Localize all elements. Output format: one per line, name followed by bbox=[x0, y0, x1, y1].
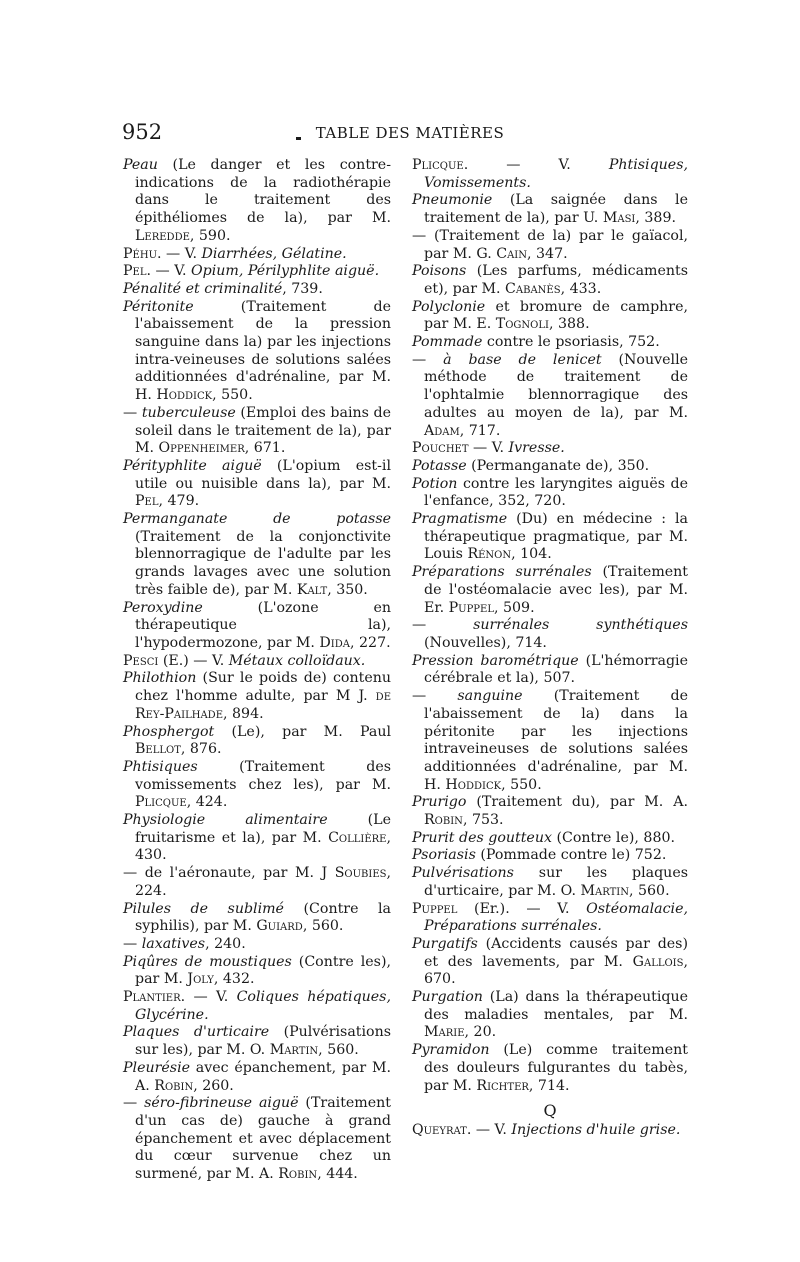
index-entry bbox=[123, 989, 391, 1024]
entry-author: Tognoli bbox=[495, 316, 549, 333]
entry-text: (Traitement d'un cas de) gauche à grand épanchement et avec déplacement du cœur survenue chez un surmené, par M. A. bbox=[135, 1095, 391, 1183]
entry-text: , 433. bbox=[560, 280, 602, 297]
entry-keyword: Potasse bbox=[412, 457, 467, 474]
entry-author: Oppenheimer bbox=[158, 440, 245, 457]
entry-text: (Traitement des vomissements chez les), par M. bbox=[135, 758, 391, 793]
index-entry bbox=[412, 228, 688, 263]
entry-keyword: séro-fibrineuse aiguë bbox=[144, 1095, 299, 1112]
entry-author: Péhu bbox=[123, 245, 157, 262]
index-entry bbox=[123, 724, 391, 759]
entry-keyword: Pénalité et criminalité bbox=[123, 280, 283, 297]
entry-text: — bbox=[123, 935, 142, 952]
entry-text: (Contre la syphilis), par M. bbox=[135, 900, 391, 935]
entry-text: , 388. bbox=[548, 316, 590, 333]
index-entry bbox=[412, 299, 688, 334]
entry-text: , 671. bbox=[244, 440, 286, 457]
entry-author: Gallois bbox=[632, 953, 684, 970]
entry-author: Joly bbox=[187, 971, 214, 988]
entry-text: (Du) en médecine : la thérapeutique pragmatique, par M. Louis bbox=[424, 511, 688, 563]
entry-keyword: Phtisiques bbox=[123, 758, 198, 775]
entry-text: , 260. bbox=[193, 1077, 234, 1094]
entry-author: Collière bbox=[328, 829, 387, 846]
entry-text: — bbox=[412, 617, 474, 634]
entry-author: Martin bbox=[580, 882, 629, 899]
entry-author: Cain bbox=[496, 245, 528, 262]
entry-author: Plantier bbox=[123, 989, 181, 1006]
entry-keyword: Permanganate de potasse bbox=[123, 511, 391, 528]
entry-text: , 479. bbox=[158, 493, 200, 510]
entry-text: (L'opium est-il utile ou nuisible dans la), par M. bbox=[135, 457, 391, 492]
entry-text: (Er.). — V. bbox=[457, 900, 587, 917]
entry-text: , 590. bbox=[189, 227, 231, 244]
entry-author: Soubies bbox=[334, 865, 387, 882]
entry-text: (Le danger et les contre-indications de la radiothérapie dans le traitement des épithéliomes de la), par M. bbox=[135, 157, 391, 227]
index-entry bbox=[123, 759, 391, 812]
entry-text: , 894. bbox=[223, 705, 264, 722]
index-entry bbox=[123, 901, 391, 936]
entry-text: , 670. bbox=[424, 953, 688, 988]
entry-text: (Pommade contre le) 752. bbox=[475, 847, 667, 864]
entry-author: Robin bbox=[278, 1166, 318, 1183]
entry-text: , 550. bbox=[501, 776, 542, 793]
entry-text: . — V. bbox=[463, 157, 609, 173]
entry-author: Puppel bbox=[448, 599, 494, 616]
index-entry bbox=[123, 299, 391, 405]
entry-text: (Nouvelle méthode de traitement de l'ophtalmie blennorragique des adultes au moyen de la), par M. bbox=[424, 351, 688, 421]
entry-author: Pel bbox=[135, 493, 159, 510]
entry-text: (Traitement de l'abaissement de la) dans la péritonite par les injections intraveineuses de solutions salées additionnées d'adrénaline, par M. H. bbox=[424, 688, 688, 793]
index-entry bbox=[123, 812, 391, 865]
entry-text: (Traitement du), par M. A. bbox=[466, 794, 688, 811]
entry-keyword: Phosphergot bbox=[123, 723, 215, 740]
entry-text: (Sur le poids de) contenu chez l'homme adulte, par M J. bbox=[135, 670, 391, 705]
entry-text: (Contre le), 880. bbox=[551, 829, 676, 846]
entry-text: , 550. bbox=[212, 387, 253, 404]
entry-text: — bbox=[123, 404, 142, 421]
entry-text: (Accidents causés par des) et des lavements, par M. bbox=[424, 935, 688, 970]
entry-author: de Rey-Pailhade bbox=[135, 688, 391, 722]
entry-keyword: laxatives bbox=[141, 935, 206, 952]
entry-keyword: Pérityphlite aiguë bbox=[123, 457, 262, 474]
entry-author: Pouchet bbox=[412, 440, 469, 457]
index-entry bbox=[412, 989, 688, 1042]
entry-text: , 739. bbox=[282, 280, 323, 297]
entry-text: , 20. bbox=[464, 1024, 497, 1041]
entry-keyword: Psoriasis bbox=[412, 847, 476, 864]
index-entry bbox=[412, 192, 688, 227]
entry-text: , 717. bbox=[459, 422, 501, 439]
entry-text: . — V. bbox=[180, 989, 237, 1006]
entry-text: , 347. bbox=[527, 245, 568, 262]
entry-keyword: Péritonite bbox=[123, 298, 194, 315]
index-entry bbox=[123, 1060, 391, 1095]
entry-text: , 753. bbox=[462, 812, 504, 829]
index-entry bbox=[123, 263, 391, 281]
index-entry bbox=[412, 847, 688, 865]
entry-text: (Pulvérisations sur les), par M. O. bbox=[135, 1024, 391, 1059]
index-entry bbox=[412, 653, 688, 688]
entry-keyword: Piqûres de moustiques bbox=[123, 953, 292, 970]
index-entry bbox=[412, 458, 688, 476]
entry-text: sur les plaques d'urticaire, par M. O. bbox=[424, 865, 688, 899]
entry-author: Adam bbox=[424, 422, 460, 439]
index-entry bbox=[123, 653, 391, 671]
entry-keyword: Phtisiques, Vomissements. bbox=[424, 157, 688, 191]
entry-keyword: Poisons bbox=[412, 263, 467, 280]
entry-author: Hoddick bbox=[156, 387, 213, 404]
entry-text: (L'ozone en thérapeutique la), l'hypodermozone, par M. bbox=[135, 599, 391, 651]
entry-text: , 389. bbox=[635, 210, 676, 227]
entry-text: , 240. bbox=[205, 935, 246, 952]
entry-text: (Le), par M. Paul bbox=[214, 723, 391, 740]
entry-text: , 560. bbox=[318, 1042, 359, 1059]
index-entries-q bbox=[412, 1122, 688, 1140]
entry-author: Hoddick bbox=[445, 776, 502, 793]
entry-text: — V. bbox=[468, 440, 509, 457]
entry-keyword: Pragmatisme bbox=[412, 511, 508, 528]
index-entry bbox=[123, 246, 391, 264]
entry-author: Robin bbox=[154, 1077, 194, 1094]
entry-text: (Permanganate de), 350. bbox=[466, 457, 650, 474]
entry-keyword: Ivresse. bbox=[508, 440, 565, 457]
entry-text: — bbox=[412, 351, 444, 368]
entry-keyword: Peroxydine bbox=[123, 599, 203, 616]
entry-text: (La) dans la thérapeutique des maladies mentales, par M. bbox=[424, 989, 688, 1023]
index-entry bbox=[123, 670, 391, 723]
entry-keyword: Pilules de sublimé bbox=[123, 900, 284, 917]
entry-author: Martin bbox=[269, 1042, 319, 1059]
index-entry bbox=[412, 865, 688, 900]
entry-keyword: à base de lenicet bbox=[443, 351, 602, 368]
index-entry bbox=[412, 352, 688, 441]
entry-text: , 432. bbox=[213, 971, 255, 988]
entry-text: . — V. bbox=[466, 1122, 512, 1139]
entry-text: , 509. bbox=[493, 599, 535, 616]
entry-text: (L'hémorragie cérébrale et la), 507. bbox=[424, 652, 688, 687]
entry-text: , 227. bbox=[350, 634, 391, 651]
entry-text: (Le fruitarisme et la), par M. bbox=[135, 812, 391, 846]
entry-keyword: Préparations surrénales bbox=[412, 564, 592, 581]
entry-author: Puppel bbox=[412, 900, 458, 917]
entry-text: (Nouvelles), 714. bbox=[424, 634, 547, 651]
entry-text: , 876. bbox=[180, 741, 222, 758]
index-entry bbox=[123, 936, 391, 954]
entry-keyword: surrénales synthétiques bbox=[473, 617, 688, 634]
entry-text: , 560. bbox=[302, 918, 344, 935]
index-entry bbox=[412, 1042, 688, 1095]
entry-author: Bellot bbox=[135, 741, 181, 758]
index-entry bbox=[412, 440, 688, 458]
entry-author: Dida bbox=[319, 634, 350, 651]
running-title: TABLE DES MATIÈRES bbox=[315, 124, 505, 142]
header-ornament bbox=[296, 137, 301, 140]
entry-keyword: Pleurésie bbox=[123, 1059, 191, 1076]
entry-keyword: sanguine bbox=[457, 688, 523, 705]
entry-text: — de l'aéronaute, par M. J bbox=[123, 865, 335, 882]
page-header bbox=[122, 120, 698, 150]
index-entries-p bbox=[412, 157, 688, 1095]
index-entry bbox=[412, 1122, 688, 1140]
entry-author: Kalt bbox=[296, 581, 328, 598]
index-entry bbox=[412, 901, 688, 936]
entry-text: — (Traitement de la) par le gaïacol, par M. G. bbox=[412, 227, 688, 262]
entry-text: , 424. bbox=[186, 794, 228, 811]
entry-author: Rénon bbox=[467, 546, 512, 563]
index-entry bbox=[412, 617, 688, 652]
index-entry bbox=[412, 830, 688, 848]
entry-keyword: Prurigo bbox=[412, 794, 467, 811]
entry-keyword: Purgation bbox=[412, 989, 483, 1006]
index-entry bbox=[412, 334, 688, 352]
entry-keyword: tuberculeuse bbox=[141, 404, 236, 421]
entry-text: (La saignée dans le traitement de la), par U. bbox=[424, 192, 688, 227]
entry-keyword: Potion bbox=[412, 475, 458, 492]
index-entry bbox=[123, 865, 391, 900]
entry-author: Pesci bbox=[123, 652, 159, 669]
index-entry bbox=[123, 511, 391, 600]
index-column-left bbox=[123, 157, 391, 1184]
index-entry bbox=[123, 281, 391, 299]
entry-keyword: Pyramidon bbox=[412, 1042, 490, 1059]
index-entry bbox=[123, 157, 391, 246]
entry-text: — bbox=[412, 688, 458, 705]
entry-author: Plicque bbox=[412, 157, 464, 173]
index-entry bbox=[412, 564, 688, 617]
index-entry bbox=[123, 954, 391, 989]
entry-text: (Traitement de l'abaissement de la pression sanguine dans la) par les injections intra-veineuses de solutions salées additionnées d'adrénaline, par M. H. bbox=[135, 298, 391, 404]
entry-author: Robin bbox=[424, 812, 463, 829]
entry-text: et bromure de camphre, par M. E. bbox=[424, 298, 688, 333]
entry-text: , 224. bbox=[135, 865, 391, 899]
entry-keyword: Ostéomalacie, Préparations surrénales. bbox=[424, 900, 688, 935]
index-entry bbox=[412, 794, 688, 829]
index-entry bbox=[123, 1024, 391, 1059]
entry-keyword: Polyclonie bbox=[412, 298, 486, 315]
entry-text: contre les laryngites aiguës de l'enfance, 352, 720. bbox=[424, 475, 688, 510]
entry-author: Masi bbox=[602, 210, 636, 227]
entry-keyword: Pression barométrique bbox=[412, 652, 579, 669]
entry-text: contre le psoriasis, 752. bbox=[482, 334, 660, 351]
index-entry bbox=[412, 157, 688, 192]
entry-text: . — V. bbox=[157, 245, 202, 262]
entry-author: Plicque bbox=[135, 794, 187, 811]
index-entry bbox=[412, 511, 688, 564]
entry-author: Guiard bbox=[256, 918, 303, 935]
entry-keyword: Physiologie alimentaire bbox=[123, 812, 328, 829]
entry-text: , 104. bbox=[511, 546, 552, 563]
entry-author: Leredde bbox=[135, 227, 190, 244]
entry-text: (Traitement de la conjonctivite blennorragique de l'adulte par les grands lavages avec une solution très faible de), par M. bbox=[135, 528, 391, 598]
entry-keyword: Diarrhées, Gélatine. bbox=[201, 245, 347, 262]
entry-keyword: Métaux colloïdaux. bbox=[228, 652, 366, 669]
index-entry bbox=[123, 458, 391, 511]
entry-author: Cabanès bbox=[505, 280, 561, 297]
entry-keyword: Opium, Périlyphlite aiguë. bbox=[191, 263, 380, 280]
entry-text: (Traitement de l'ostéomalacie avec les), par M. Er. bbox=[424, 564, 689, 616]
entry-text: (Contre les), par M. bbox=[135, 953, 392, 988]
entry-keyword: Prurit des goutteux bbox=[412, 829, 552, 846]
entry-keyword: Philothion bbox=[123, 670, 197, 687]
index-entry bbox=[123, 405, 391, 458]
index-entry bbox=[412, 688, 688, 794]
entry-author: Richter bbox=[476, 1077, 529, 1094]
entry-text: (Le) comme traitement des douleurs fulgurantes du tabès, par M. bbox=[424, 1042, 688, 1094]
entry-keyword: Injections d'huile grise. bbox=[511, 1122, 681, 1139]
index-entry bbox=[123, 1095, 391, 1184]
entry-text: — bbox=[123, 1095, 145, 1112]
entry-keyword: Pulvérisations bbox=[412, 865, 514, 882]
entry-keyword: Peau bbox=[123, 157, 158, 173]
index-entry bbox=[123, 600, 391, 653]
entry-keyword: Plaques d'urticaire bbox=[123, 1024, 270, 1041]
entry-keyword: Pommade bbox=[412, 334, 483, 351]
index-column-right bbox=[412, 157, 688, 1140]
entry-text: , 350. bbox=[327, 581, 368, 598]
entry-author: Marie bbox=[424, 1024, 465, 1041]
index-entry bbox=[412, 263, 688, 298]
entry-text: , 430. bbox=[135, 829, 391, 864]
entry-text: , 560. bbox=[628, 882, 670, 899]
entry-text: (Emploi des bains de soleil dans le traitement de la), par M. bbox=[135, 404, 391, 457]
entry-text: avec épanchement, par M. A. bbox=[135, 1059, 391, 1094]
page-number: 952 bbox=[122, 120, 163, 144]
entry-text: , 714. bbox=[528, 1077, 570, 1094]
entry-keyword: Pneumonie bbox=[412, 192, 493, 209]
section-letter-q: Q bbox=[543, 1101, 557, 1121]
entry-text: (Les parfums, médicaments et), par M. bbox=[424, 263, 688, 297]
entry-text: . — V. bbox=[146, 263, 192, 280]
entry-text: (E.) — V. bbox=[158, 652, 229, 669]
entry-author: Pel bbox=[123, 263, 147, 280]
entry-text: , 444. bbox=[317, 1166, 358, 1183]
entry-keyword: Purgatifs bbox=[412, 935, 478, 952]
index-entry bbox=[412, 476, 688, 511]
entry-author: Queyrat bbox=[412, 1122, 467, 1139]
entry-keyword: Coliques hépatiques, Glycérine. bbox=[135, 989, 391, 1023]
index-entry bbox=[412, 936, 688, 989]
